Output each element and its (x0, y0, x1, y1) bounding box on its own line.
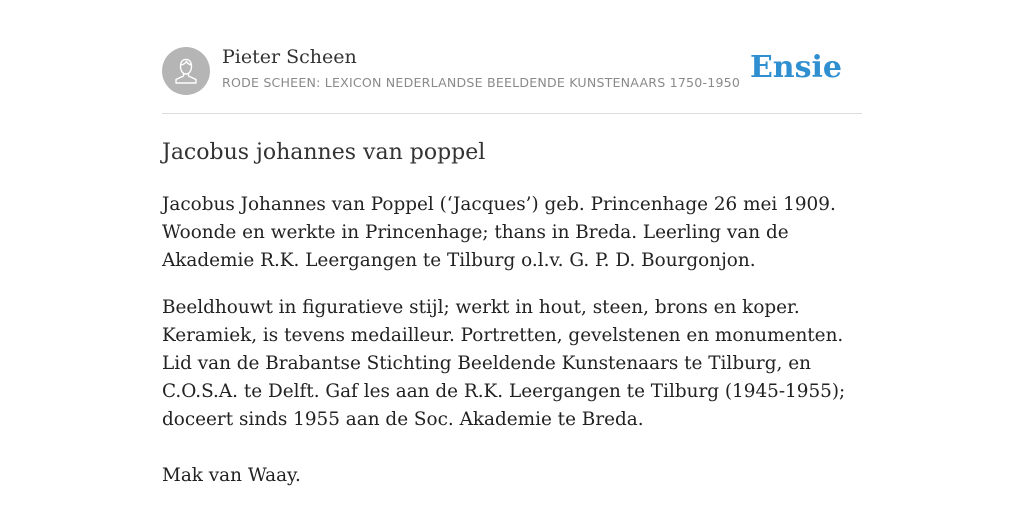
article-title: Jacobus johannes van poppel (162, 140, 486, 165)
article-header (162, 40, 862, 114)
article-paragraph-2: Beeldhouwt in figuratieve stijl; werkt in hout, steen, brons en koper. Keramiek, is tevens medailleur. Portretten, gevelstenen en monumenten. Lid van de Brabantse Stichting Beeldende Kunstenaars te Tilburg, en C.O.S.A. te Delft. Gaf les aan de R.K. Leergangen te Tilburg (1945-1955); doceert sinds 1955 aan de Soc. Akademie te Breda. (162, 297, 846, 430)
author-avatar[interactable] (162, 47, 210, 95)
article-signature: Mak van Waay. (162, 465, 301, 486)
ensie-logo[interactable]: Ensie (749, 50, 842, 85)
user-outline-icon (162, 47, 210, 95)
article-paragraph-1: Jacobus Johannes van Poppel (‘Jacques’) geb. Princenhage 26 mei 1909. Woonde en werkte in Princenhage; thans in Breda. Leerling van de Akademie R.K. Leergangen te Tilburg o.l.v. G. P. D. Bourgonjon. (162, 194, 836, 271)
author-name[interactable]: Pieter Scheen (222, 46, 357, 68)
source-title[interactable]: RODE SCHEEN: LEXICON NEDERLANDSE BEELDENDE KUNSTENAARS 1750-1950 (222, 75, 741, 90)
article-card (162, 40, 862, 490)
